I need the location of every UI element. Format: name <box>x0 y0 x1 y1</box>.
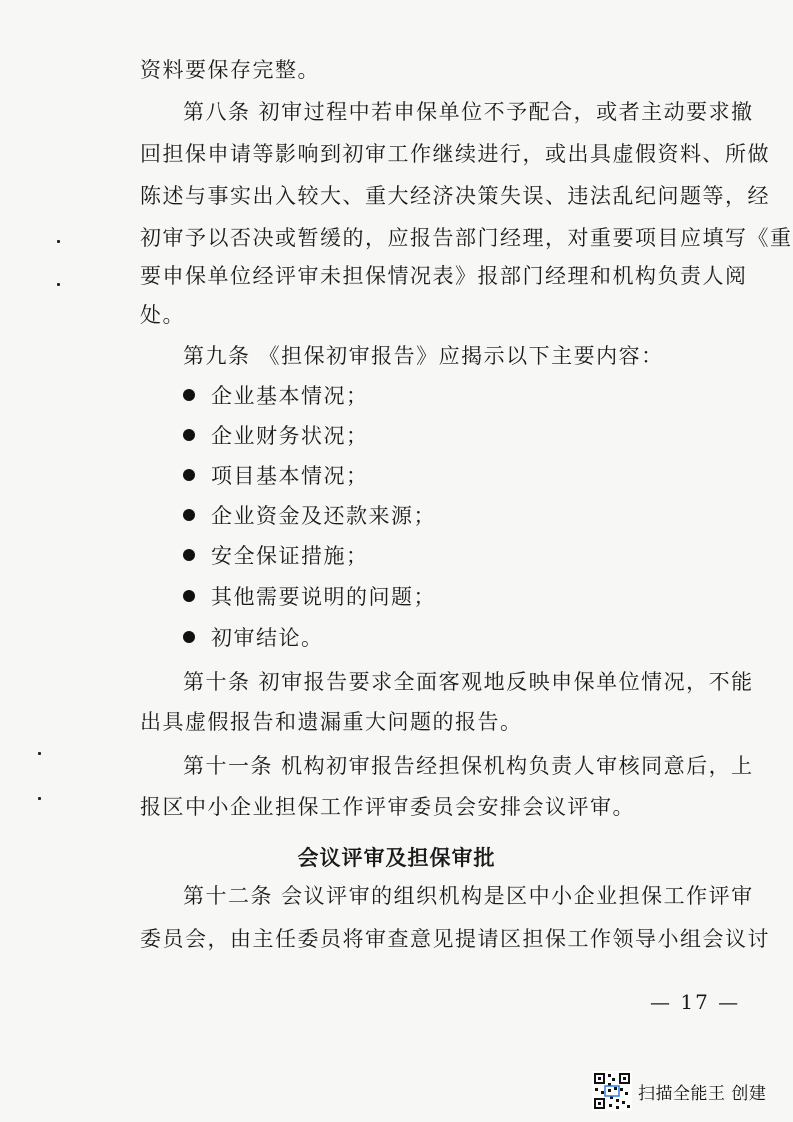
bullet-icon <box>183 509 195 521</box>
section-heading: 会议评审及担保审批 <box>297 846 496 870</box>
bullet-icon <box>183 429 195 441</box>
bullet-item <box>183 424 369 448</box>
text-line: 处。 <box>140 303 185 327</box>
scan-speck <box>57 283 60 286</box>
scan-speck <box>57 240 60 243</box>
bullet-item <box>183 464 369 488</box>
text-line: 回担保申请等影响到初审工作继续进行，或出具虚假资料、所做 <box>140 142 770 166</box>
bullet-icon <box>183 631 195 643</box>
bullet-icon <box>183 549 195 561</box>
scan-speck <box>38 752 41 755</box>
text-line: 要申保单位经评审未担保情况表》报部门经理和机构负责人阅 <box>140 264 748 288</box>
bullet-item <box>183 504 436 528</box>
bullet-text: 企业基本情况； <box>211 384 369 408</box>
bullet-icon <box>183 389 195 401</box>
bullet-icon <box>183 590 195 602</box>
text-line: 第八条 初审过程中若申保单位不予配合，或者主动要求撤 <box>183 100 754 124</box>
watermark-text: 扫描全能王 创建 <box>638 1083 767 1104</box>
bullet-text: 企业资金及还款来源； <box>211 504 436 528</box>
bullet-item <box>183 544 369 568</box>
bullet-text: 其他需要说明的问题； <box>211 585 436 609</box>
bullet-text: 企业财务状况； <box>211 424 369 448</box>
bullet-item <box>183 626 324 650</box>
bullet-text: 安全保证措施； <box>211 544 369 568</box>
text-line: 初审予以否决或暂缓的，应报告部门经理，对重要项目应填写《重 <box>140 226 793 250</box>
scan-speck <box>38 797 41 800</box>
bullet-icon <box>183 469 195 481</box>
bullet-item <box>183 384 369 408</box>
bullet-text: 项目基本情况； <box>211 464 369 488</box>
text-line: 第十条 初审报告要求全面客观地反映申保单位情况，不能 <box>183 670 754 694</box>
text-line: 报区中小企业担保工作评审委员会安排会议评审。 <box>140 795 635 819</box>
text-line: 第十一条 机构初审报告经担保机构负责人审核同意后，上 <box>183 754 754 778</box>
text-line: 委员会，由主任委员将审查意见提请区担保工作领导小组会议讨 <box>140 927 770 951</box>
text-line: 第九条 《担保初审报告》应揭示以下主要内容： <box>183 344 664 368</box>
bullet-item <box>183 585 436 609</box>
page-number: — 17 — <box>650 990 741 1014</box>
text-line: 第十二条 会议评审的组织机构是区中小企业担保工作评审 <box>183 884 754 908</box>
text-line: 资料要保存完整。 <box>140 58 320 82</box>
text-line: 出具虚假报告和遗漏重大问题的报告。 <box>140 710 523 734</box>
bullet-text: 初审结论。 <box>211 626 324 650</box>
scanner-watermark <box>592 1070 766 1112</box>
qr-code-icon <box>592 1071 632 1111</box>
text-line: 陈述与事实出入较大、重大经济决策失误、违法乱纪问题等，经 <box>140 184 770 208</box>
